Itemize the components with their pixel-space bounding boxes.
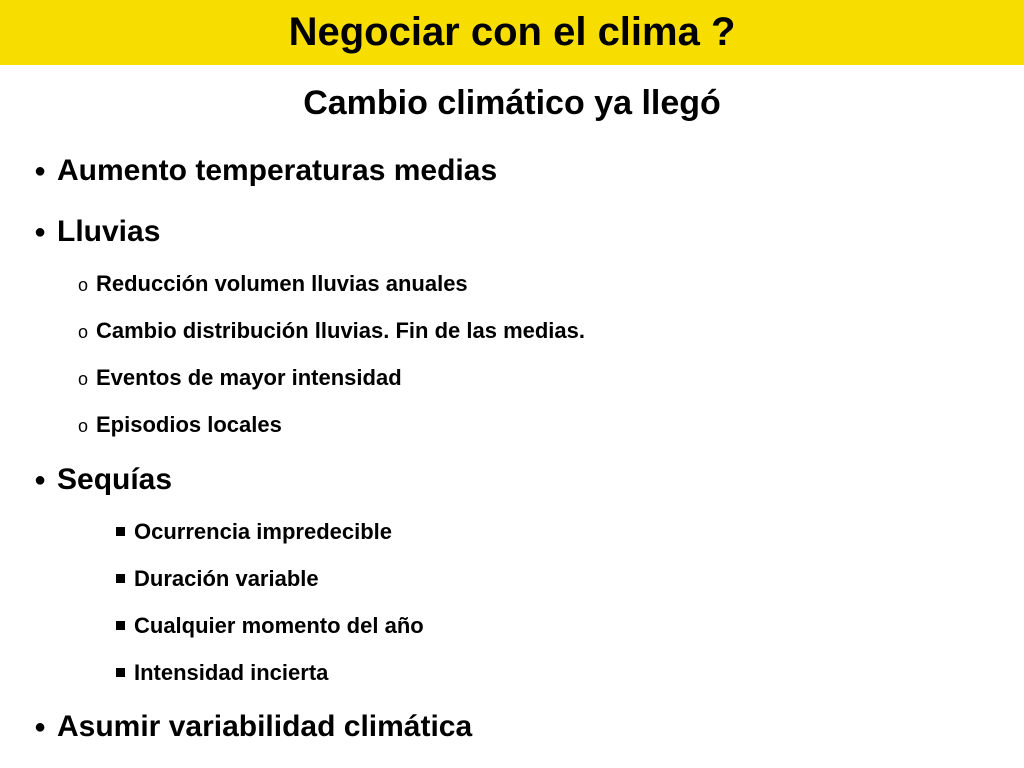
sub-bullet-label: Reducción volumen lluvias anuales	[96, 271, 468, 296]
bullet-label: Sequías	[57, 463, 173, 496]
square-bullet-icon	[116, 668, 125, 677]
slide-title: Negociar con el clima ?	[288, 10, 736, 54]
bullet-label: Aumento temperaturas medias	[57, 154, 498, 187]
sub-bullet-label: Cambio distribución lluvias. Fin de las medias.	[96, 318, 586, 343]
sub-sub-bullet-item	[116, 612, 424, 640]
sub-bullet-item	[78, 411, 282, 440]
slide-subtitle: Cambio climático ya llegó	[303, 84, 721, 122]
bullet-label: Asumir variabilidad climática	[57, 710, 473, 743]
sub-bullet-item	[78, 270, 468, 299]
sub-bullet-item	[78, 317, 585, 346]
sub-bullet-label: Episodios locales	[96, 412, 282, 437]
round-bullet-icon: ●	[34, 469, 47, 491]
title-bar	[0, 0, 1024, 65]
round-bullet-icon: ●	[34, 160, 47, 182]
sub-sub-bullet-label: Cualquier momento del año	[134, 613, 424, 638]
circle-bullet-icon: o	[78, 369, 89, 389]
bullet-sequias	[34, 462, 172, 498]
sub-sub-bullet-item	[116, 518, 392, 546]
sub-sub-bullet-label: Intensidad incierta	[134, 660, 329, 685]
bullet-asumir	[34, 709, 472, 745]
sub-sub-bullet-item	[116, 659, 328, 687]
round-bullet-icon: ●	[34, 716, 47, 738]
bullet-temperaturas	[34, 153, 497, 189]
circle-bullet-icon: o	[78, 322, 89, 342]
circle-bullet-icon: o	[78, 275, 89, 295]
bullet-label: Lluvias	[57, 215, 161, 248]
sub-sub-bullet-label: Ocurrencia impredecible	[134, 519, 392, 544]
sub-bullet-label: Eventos de mayor intensidad	[96, 365, 402, 390]
bullet-lluvias	[34, 214, 160, 250]
square-bullet-icon	[116, 621, 125, 630]
sub-bullet-item	[78, 364, 402, 393]
sub-sub-bullet-item	[116, 565, 319, 593]
circle-bullet-icon: o	[78, 416, 89, 436]
square-bullet-icon	[116, 574, 125, 583]
square-bullet-icon	[116, 527, 125, 536]
round-bullet-icon: ●	[34, 221, 47, 243]
sub-sub-bullet-label: Duración variable	[134, 566, 319, 591]
